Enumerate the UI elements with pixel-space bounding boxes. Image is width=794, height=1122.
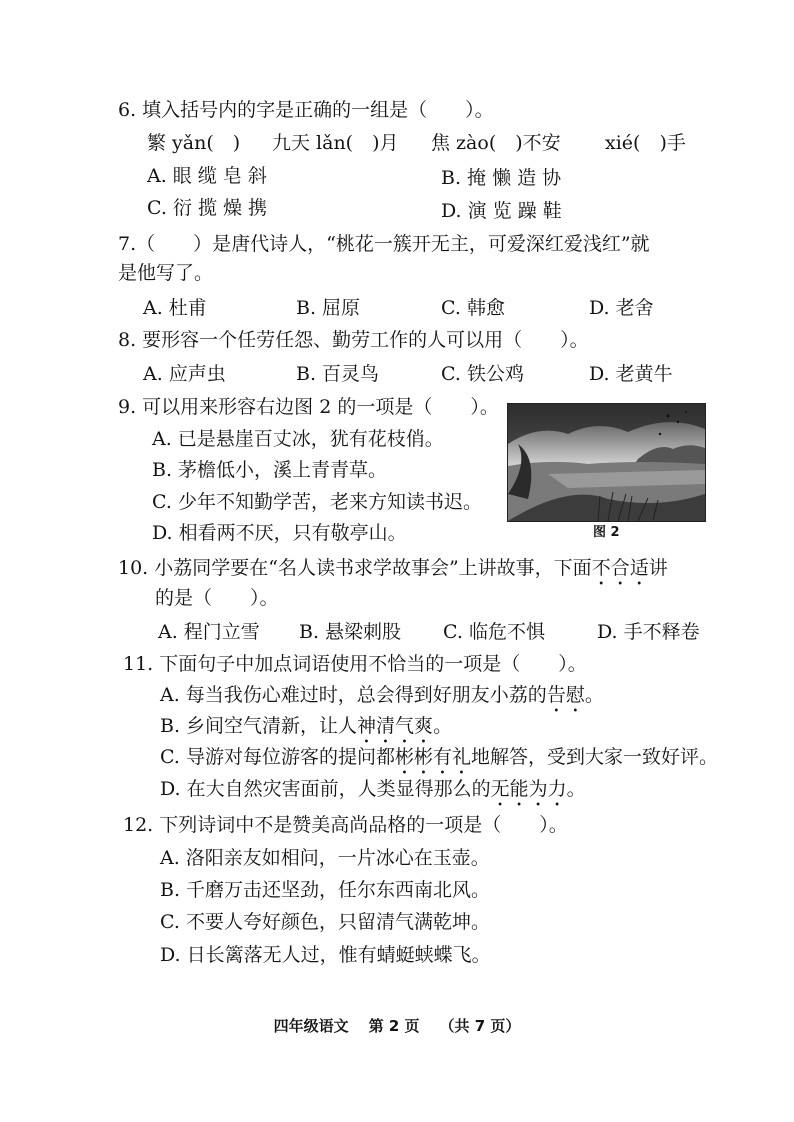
q11-option-b	[160, 713, 452, 748]
q11-option-d-text: D. 在大自然灾害面前，人类显得那么的	[160, 778, 491, 800]
q7-option-b: B. 屈原	[296, 297, 361, 319]
q7-stem-line2: 是他写了。	[118, 262, 214, 284]
q7-option-d: D. 老舍	[589, 297, 654, 319]
q6-option-d: D. 演 览 躁 鞋	[441, 200, 562, 222]
q11-option-a	[160, 682, 604, 717]
q11-option-a-emphasis: 告慰	[546, 684, 585, 706]
q11-option-c	[160, 744, 718, 779]
q9-option-a: A. 已是悬崖百丈冰，犹有花枝俏。	[152, 428, 444, 450]
q6-blank-1: 繁 yǎn( )	[147, 132, 241, 154]
q12-option-a: A. 洛阳亲友如相问，一片冰心在玉壶。	[160, 847, 490, 869]
q6-option-c: C. 衍 揽 燥 携	[147, 197, 268, 219]
q7-option-c: C. 韩愈	[441, 297, 505, 319]
q11-option-c-end: 地解答，受到大家一致好评。	[470, 746, 718, 768]
q9-option-b: B. 茅檐低小，溪上青青草。	[152, 459, 388, 481]
q11-option-a-text: A. 每当我伤心难过时，总会得到好朋友小荔的	[160, 684, 547, 706]
figure-2-landscape-image	[507, 403, 706, 522]
q10-option-c: C. 临危不惧	[443, 621, 545, 643]
q7-option-a: A. 杜甫	[143, 297, 207, 319]
q11-option-b-text: B. 乡间空气清新，让人	[160, 715, 358, 737]
q11-option-d	[160, 776, 586, 811]
q6-blank-3: 焦 zào( )不安	[431, 132, 561, 154]
q10-option-a: A. 程门立雪	[158, 621, 260, 643]
q8-option-d: D. 老黄牛	[589, 363, 673, 385]
q9-option-d: D. 相看两不厌，只有敬亭山。	[152, 522, 407, 544]
q11-option-b-end: 。	[433, 715, 453, 737]
page-footer	[0, 1016, 794, 1036]
q6-blank-4: xié( )手	[605, 132, 686, 154]
landscape-illustration	[508, 404, 705, 521]
q11-option-a-end: 。	[584, 684, 604, 706]
q12-option-c: C. 不要人夸好颜色，只留清气满乾坤。	[160, 911, 490, 933]
footer-subject: 四年级语文	[273, 1017, 349, 1035]
q10-option-d: D. 手不释卷	[597, 621, 700, 643]
footer-page-number: 第 2 页	[368, 1017, 420, 1035]
q6-blank-2: 九天 lǎn( )月	[272, 132, 399, 154]
q10-stem-pre: 10. 小荔同学要在“名人读书求学故事会”上讲故事，下面	[118, 557, 592, 579]
q11-option-b-emphasis: 神清气爽	[357, 715, 434, 737]
q8-option-b: B. 百灵鸟	[296, 363, 380, 385]
q11-option-c-text: C. 导游对每位游客的提问都	[160, 746, 395, 768]
q9-stem: 9. 可以用来形容右边图 2 的一项是（ ）。	[118, 396, 499, 418]
q8-option-a: A. 应声虫	[143, 363, 226, 385]
q12-option-b: B. 千磨万击还坚劲，任尔东西南北风。	[160, 879, 491, 901]
q10-stem-emphasis: 不合适	[591, 557, 649, 579]
q6-option-a: A. 眼 缆 皂 斜	[147, 165, 267, 187]
footer-total-pages: （共 7 页）	[439, 1017, 521, 1035]
q10-stem-post: 讲	[648, 557, 668, 579]
q11-stem: 11. 下面句子中加点词语使用不恰当的一项是（ ）。	[123, 653, 587, 675]
q8-option-c: C. 铁公鸡	[441, 363, 524, 385]
q12-stem: 12. 下列诗词中不是赞美高尚品格的一项是（ ）。	[123, 814, 568, 836]
q11-option-d-end: 。	[566, 778, 586, 800]
q11-option-c-emphasis: 彬彬有礼	[394, 746, 471, 768]
q6-option-b: B. 掩 懒 造 协	[441, 167, 562, 189]
q10-stem-line2: 的是（ ）。	[155, 587, 279, 609]
q7-stem-line1: 7.（ ）是唐代诗人，“桃花一簇开无主，可爱深红爱浅红”就	[118, 233, 650, 255]
q11-option-d-emphasis: 无能为力	[490, 778, 567, 800]
q10-option-b: B. 悬梁刺股	[299, 621, 402, 643]
q9-option-c: C. 少年不知勤学苦，老来方知读书迟。	[152, 491, 482, 513]
q12-option-d: D. 日长篱落无人过，惟有蜻蜓蛱蝶飞。	[160, 944, 491, 966]
figure-2-caption: 图 2	[593, 525, 620, 540]
q6-stem: 6. 填入括号内的字是正确的一组是（ ）。	[118, 99, 494, 121]
q8-stem: 8. 要形容一个任劳任怨、勤劳工作的人可以用（ ）。	[118, 329, 589, 351]
